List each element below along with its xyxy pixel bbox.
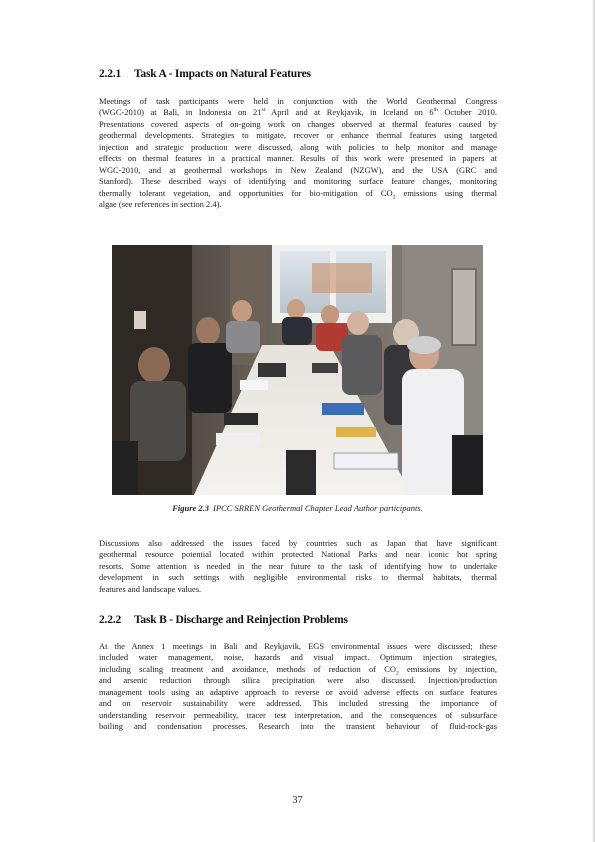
section-heading-2-2-2 (99, 614, 348, 626)
text-line: (WGC-2010) at Bali, in Indonesia on 21st April and at Reykjavik, in Iceland on 6th October 2010. (99, 107, 497, 118)
text-line: features and landscape values. (99, 583, 202, 594)
section-number: 2.2.1 (99, 68, 122, 80)
figure-caption (0, 503, 595, 513)
figure-label: Figure 2.3 (172, 503, 210, 513)
text-line: At the Annex 1 meetings in Bali and Reykjavik, EGS environmental issues were discussed; these (99, 641, 497, 651)
text-line: thermally tolerant vegetation, and opportunities for bio-mitigation of $CO_2$ emissions using thermal (99, 187, 497, 201)
paragraph-task-b (99, 641, 497, 733)
text-line: included water management, noise, hazards and visual impact. Optimum injection strategies, (99, 652, 497, 663)
text-line: boiling and condensation processes. Research into the transient behaviour of fluid-rock-gas (99, 721, 497, 732)
text-line: resorts. Some attention is needed in the near future to the task of identifying how to undertake (99, 560, 497, 571)
section-title: Task B - Discharge and Reinjection Problems (134, 614, 348, 626)
text-line: and on reservoir sustainability were addressed. This included stressing the importance of (99, 698, 497, 709)
section-number: 2.2.2 (99, 614, 122, 626)
text-line: management tools using an adaptive approach to reverse or avoid adverse effects on surface features (99, 686, 497, 697)
meeting-photo (112, 245, 483, 495)
text-line: Discussions also addressed the issues faced by countries such as Japan that have significant (99, 538, 497, 548)
page-number: 37 (292, 795, 303, 806)
text-line: development in such settings with negligible environmental risks to thermal habitats, thermal (99, 572, 497, 583)
figure-caption-text: IPCC SRREN Geothermal Chapter Lead Author participants. (213, 503, 423, 513)
paragraph-task-a (99, 96, 497, 211)
paragraph-discussions (99, 538, 497, 595)
section-title: Task A - Impacts on Natural Features (134, 68, 311, 80)
text-line: geothermal resource potential located within protected National Parks and near iconic hot spring (99, 549, 497, 560)
text-line: algae (see references in section 2.4). (99, 199, 222, 210)
text-line: injection and strategic production were discussed, along with policies to help monitor and manage (99, 141, 497, 152)
text-line: effects on thermal features in a practical manner. Results of this work were presented in papers at (99, 153, 497, 164)
text-line: Stanford). These described ways of identifying and monitoring surface feature changes, monitoring (99, 176, 497, 187)
text-line: and arsenic reduction through silica precipitation were also discussed. Injection/production (99, 675, 497, 686)
text-line: Presentations covered aspects of on-going work on changes observed at thermal features caused by (99, 118, 497, 129)
text-line: geothermal developments. Strategies to mitigate, recover or enhance thermal features using targeted (99, 130, 497, 141)
text-line: WGC-2010, and at geothermal workshops in New Zealand (NZGW), and the USA (GRC and (99, 164, 497, 175)
text-line: understanding reservoir permeability, tracer test interpretation, and the consequences of subsurface (99, 709, 497, 720)
text-line: including scaling treatment and avoidance, methods of reduction of $CO_2$ emissions by injection, (99, 663, 498, 677)
text-line: Meetings of task participants were held in conjunction with the World Geothermal Congress (99, 96, 497, 106)
section-heading-2-2-1 (99, 68, 311, 80)
